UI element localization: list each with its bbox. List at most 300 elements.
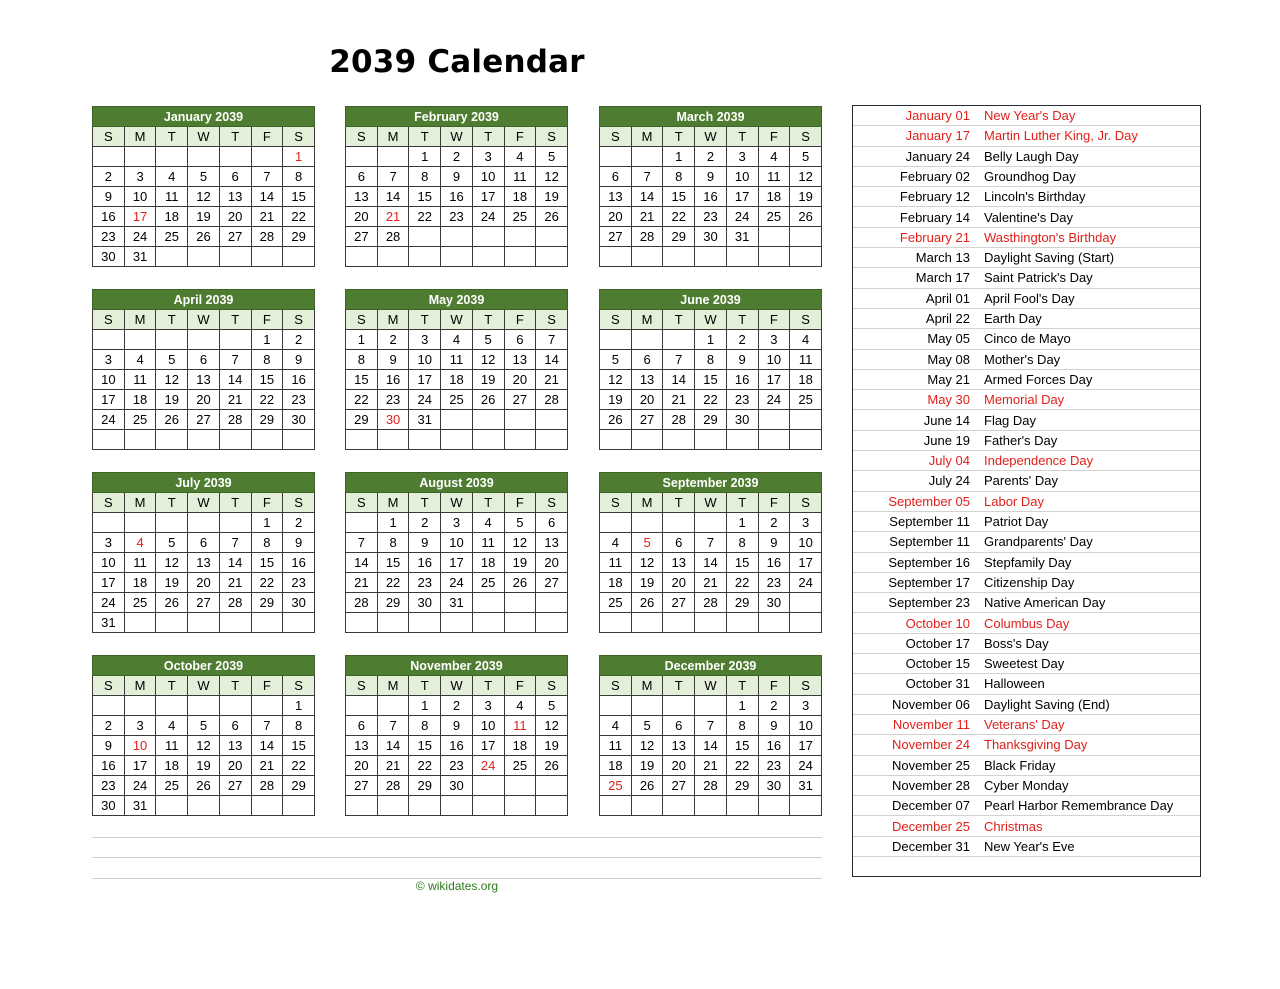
day-cell: 13 (663, 553, 695, 573)
day-cell: 27 (219, 227, 251, 247)
day-cell: 8 (409, 716, 441, 736)
day-cell: 1 (695, 330, 727, 350)
day-cell: 25 (441, 390, 473, 410)
day-cell: 9 (758, 533, 790, 553)
holiday-date: May 21 (853, 370, 970, 390)
day-cell: 7 (663, 350, 695, 370)
holiday-name: Saint Patrick's Day (970, 268, 1200, 288)
day-cell (93, 330, 125, 350)
week-row (346, 390, 568, 410)
day-cell: 22 (377, 573, 409, 593)
day-cell: 29 (346, 410, 378, 430)
holiday-name: Father's Day (970, 431, 1200, 451)
weekday-header: S (600, 127, 632, 147)
day-cell (251, 613, 283, 633)
day-cell: 10 (726, 167, 758, 187)
month-calendar (92, 472, 315, 633)
weekday-header: S (536, 310, 568, 330)
credit-link[interactable]: © wikidates.org (415, 879, 499, 893)
weekday-header: T (663, 493, 695, 513)
day-cell: 23 (409, 573, 441, 593)
day-cell: 10 (790, 533, 822, 553)
day-cell: 3 (472, 696, 504, 716)
day-cell: 20 (346, 207, 378, 227)
day-cell (600, 796, 632, 816)
holiday-name: Thanksgiving Day (970, 735, 1200, 755)
day-cell (124, 430, 156, 450)
weekday-header: S (790, 676, 822, 696)
day-cell: 23 (377, 390, 409, 410)
week-row (600, 187, 822, 207)
holiday-name: Labor Day (970, 492, 1200, 512)
day-cell: 18 (600, 573, 632, 593)
day-cell: 9 (283, 350, 315, 370)
holiday-name: Columbus Day (970, 614, 1200, 634)
week-row (600, 350, 822, 370)
day-cell: 12 (790, 167, 822, 187)
day-cell: 31 (93, 613, 125, 633)
day-cell: 6 (600, 167, 632, 187)
holiday-name: Parents' Day (970, 471, 1200, 491)
month-title: January 2039 (93, 107, 315, 127)
week-row (600, 533, 822, 553)
day-cell: 11 (504, 167, 536, 187)
day-cell (219, 430, 251, 450)
day-cell: 25 (156, 776, 188, 796)
holiday-name: Daylight Saving (Start) (970, 248, 1200, 268)
day-cell: 6 (188, 350, 220, 370)
day-cell: 18 (504, 187, 536, 207)
day-cell: 4 (472, 513, 504, 533)
day-cell: 14 (219, 370, 251, 390)
weekday-header: S (283, 127, 315, 147)
day-cell: 9 (93, 187, 125, 207)
day-cell (377, 796, 409, 816)
day-cell: 27 (663, 593, 695, 613)
holiday-row (853, 248, 1200, 268)
day-cell: 8 (695, 350, 727, 370)
day-cell: 17 (441, 553, 473, 573)
weekday-header: S (283, 493, 315, 513)
month-calendar (92, 106, 315, 267)
month-calendar (345, 655, 568, 816)
day-cell: 28 (251, 776, 283, 796)
week-row (600, 553, 822, 573)
day-cell: 18 (790, 370, 822, 390)
holiday-row (853, 329, 1200, 349)
day-cell (188, 696, 220, 716)
day-cell: 30 (93, 796, 125, 816)
day-cell: 15 (409, 187, 441, 207)
day-cell: 29 (409, 776, 441, 796)
day-cell: 1 (283, 696, 315, 716)
day-cell: 26 (472, 390, 504, 410)
day-cell: 9 (441, 167, 473, 187)
holiday-row (853, 492, 1200, 512)
day-cell (188, 430, 220, 450)
month-calendar (599, 472, 822, 633)
day-cell: 18 (504, 736, 536, 756)
holiday-date: February 14 (853, 208, 970, 228)
month-title: September 2039 (600, 473, 822, 493)
day-cell: 3 (93, 350, 125, 370)
holiday-name: Boss's Day (970, 634, 1200, 654)
day-cell: 17 (790, 736, 822, 756)
day-cell (600, 430, 632, 450)
day-cell (504, 410, 536, 430)
holiday-row (853, 593, 1200, 613)
day-cell: 27 (188, 593, 220, 613)
holiday-row (853, 796, 1200, 816)
day-cell: 1 (283, 147, 315, 167)
weekday-header: W (441, 127, 473, 147)
week-row (346, 796, 568, 816)
day-cell: 30 (695, 227, 727, 247)
day-cell: 19 (504, 553, 536, 573)
day-cell (409, 613, 441, 633)
day-cell (663, 247, 695, 267)
day-cell: 18 (124, 573, 156, 593)
day-cell: 23 (726, 390, 758, 410)
holiday-date: February 21 (853, 228, 970, 248)
day-cell: 19 (536, 187, 568, 207)
weekday-header: T (219, 127, 251, 147)
day-cell: 7 (219, 350, 251, 370)
day-cell (536, 613, 568, 633)
day-cell (695, 796, 727, 816)
holiday-name: Christmas (970, 817, 1200, 837)
day-cell (283, 430, 315, 450)
day-cell (726, 247, 758, 267)
day-cell: 11 (600, 736, 632, 756)
day-cell: 8 (283, 716, 315, 736)
day-cell: 24 (124, 776, 156, 796)
day-cell: 31 (441, 593, 473, 613)
weekday-header: T (409, 493, 441, 513)
weekday-header: F (758, 310, 790, 330)
day-cell: 6 (504, 330, 536, 350)
week-row (93, 696, 315, 716)
week-row (600, 330, 822, 350)
day-cell: 17 (472, 736, 504, 756)
day-cell (504, 430, 536, 450)
holiday-date: September 16 (853, 553, 970, 573)
day-cell (536, 410, 568, 430)
month-title: August 2039 (346, 473, 568, 493)
holiday-date: November 25 (853, 756, 970, 776)
week-row (600, 756, 822, 776)
day-cell: 1 (377, 513, 409, 533)
day-cell (409, 247, 441, 267)
day-cell: 14 (219, 553, 251, 573)
day-cell: 12 (631, 736, 663, 756)
day-cell: 20 (188, 573, 220, 593)
day-cell: 22 (251, 390, 283, 410)
day-cell (631, 696, 663, 716)
day-cell: 24 (758, 390, 790, 410)
day-cell: 17 (93, 390, 125, 410)
day-cell: 31 (790, 776, 822, 796)
week-row (346, 187, 568, 207)
day-cell: 15 (663, 187, 695, 207)
week-row (346, 776, 568, 796)
day-cell (188, 513, 220, 533)
day-cell (188, 796, 220, 816)
day-cell: 25 (504, 207, 536, 227)
week-row (346, 533, 568, 553)
day-cell: 16 (93, 756, 125, 776)
day-cell: 23 (695, 207, 727, 227)
day-cell: 7 (536, 330, 568, 350)
day-cell: 26 (600, 410, 632, 430)
day-cell: 14 (251, 187, 283, 207)
holiday-date: June 14 (853, 411, 970, 431)
day-cell (472, 430, 504, 450)
weekday-header: T (156, 676, 188, 696)
week-row (93, 410, 315, 430)
weekday-header: S (600, 676, 632, 696)
weekday-header: M (631, 310, 663, 330)
week-row (346, 247, 568, 267)
day-cell: 9 (695, 167, 727, 187)
day-cell: 21 (346, 573, 378, 593)
holiday-date: November 11 (853, 715, 970, 735)
day-cell: 6 (346, 167, 378, 187)
day-cell (156, 147, 188, 167)
day-cell: 7 (377, 167, 409, 187)
day-cell: 21 (695, 573, 727, 593)
holiday-date: October 31 (853, 674, 970, 694)
holiday-name: Grandparents' Day (970, 532, 1200, 552)
day-cell: 31 (726, 227, 758, 247)
day-cell: 10 (441, 533, 473, 553)
day-cell: 3 (441, 513, 473, 533)
holiday-name: Halloween (970, 674, 1200, 694)
day-cell (441, 247, 473, 267)
day-cell (504, 796, 536, 816)
day-cell: 6 (663, 533, 695, 553)
day-cell: 17 (124, 207, 156, 227)
day-cell (219, 247, 251, 267)
holiday-row (853, 187, 1200, 207)
day-cell (219, 796, 251, 816)
day-cell (663, 613, 695, 633)
month-calendar (599, 106, 822, 267)
day-cell: 24 (93, 410, 125, 430)
day-cell: 1 (409, 147, 441, 167)
holiday-row (853, 614, 1200, 634)
weekday-header: S (93, 127, 125, 147)
week-row (600, 227, 822, 247)
weekday-header: T (156, 310, 188, 330)
day-cell: 2 (93, 716, 125, 736)
day-cell: 4 (600, 533, 632, 553)
day-cell (472, 593, 504, 613)
day-cell (346, 513, 378, 533)
weekday-header: T (726, 493, 758, 513)
day-cell: 26 (156, 593, 188, 613)
weekday-header: W (441, 676, 473, 696)
week-row (346, 370, 568, 390)
day-cell (124, 513, 156, 533)
weekday-header: M (124, 127, 156, 147)
day-cell: 21 (219, 573, 251, 593)
day-cell: 24 (93, 593, 125, 613)
week-row (346, 573, 568, 593)
day-cell: 27 (504, 390, 536, 410)
day-cell: 26 (536, 756, 568, 776)
day-cell: 21 (536, 370, 568, 390)
day-cell (156, 696, 188, 716)
day-cell (251, 147, 283, 167)
day-cell: 4 (600, 716, 632, 736)
day-cell: 27 (663, 776, 695, 796)
holiday-date: June 19 (853, 431, 970, 451)
day-cell: 6 (188, 533, 220, 553)
holiday-name: Patriot Day (970, 512, 1200, 532)
day-cell: 16 (441, 736, 473, 756)
day-cell: 11 (472, 533, 504, 553)
day-cell: 14 (536, 350, 568, 370)
day-cell (536, 247, 568, 267)
day-cell: 18 (156, 207, 188, 227)
holiday-row (853, 208, 1200, 228)
day-cell (631, 513, 663, 533)
day-cell: 11 (441, 350, 473, 370)
day-cell: 22 (346, 390, 378, 410)
holiday-name: Groundhog Day (970, 167, 1200, 187)
week-row (346, 227, 568, 247)
day-cell (631, 330, 663, 350)
day-cell (790, 227, 822, 247)
day-cell (695, 513, 727, 533)
day-cell: 20 (346, 756, 378, 776)
day-cell: 3 (790, 696, 822, 716)
weekday-header: S (536, 493, 568, 513)
weekday-header: T (156, 493, 188, 513)
day-cell: 6 (631, 350, 663, 370)
day-cell: 29 (377, 593, 409, 613)
day-cell: 22 (663, 207, 695, 227)
day-cell (251, 796, 283, 816)
holiday-date: September 23 (853, 593, 970, 613)
month-calendar (345, 472, 568, 633)
week-row (93, 756, 315, 776)
holiday-name: Belly Laugh Day (970, 147, 1200, 167)
day-cell: 5 (790, 147, 822, 167)
day-cell: 4 (156, 716, 188, 736)
holiday-name: Cinco de Mayo (970, 329, 1200, 349)
day-cell (409, 796, 441, 816)
holiday-name: Stepfamily Day (970, 553, 1200, 573)
day-cell: 29 (251, 593, 283, 613)
day-cell: 19 (472, 370, 504, 390)
day-cell (631, 430, 663, 450)
day-cell (758, 796, 790, 816)
weekday-header: T (663, 676, 695, 696)
day-cell: 9 (441, 716, 473, 736)
week-row (93, 736, 315, 756)
day-cell: 7 (219, 533, 251, 553)
week-row (346, 330, 568, 350)
weekday-header: S (536, 127, 568, 147)
day-cell (346, 147, 378, 167)
month-calendar (599, 655, 822, 816)
day-cell: 26 (631, 593, 663, 613)
holiday-row (853, 471, 1200, 491)
weekday-header: W (695, 127, 727, 147)
day-cell (758, 247, 790, 267)
day-cell (726, 613, 758, 633)
day-cell: 4 (758, 147, 790, 167)
day-cell: 1 (251, 513, 283, 533)
day-cell (726, 796, 758, 816)
holiday-row (853, 126, 1200, 146)
week-row (93, 370, 315, 390)
week-row (346, 736, 568, 756)
day-cell (536, 796, 568, 816)
day-cell (726, 430, 758, 450)
week-row (600, 370, 822, 390)
day-cell (758, 613, 790, 633)
holiday-date: September 05 (853, 492, 970, 512)
day-cell (790, 410, 822, 430)
day-cell: 2 (695, 147, 727, 167)
weekday-header: T (409, 676, 441, 696)
day-cell: 23 (441, 756, 473, 776)
day-cell: 20 (219, 207, 251, 227)
holiday-row (853, 695, 1200, 715)
day-cell: 28 (695, 776, 727, 796)
holiday-name: New Year's Day (970, 106, 1200, 126)
week-row (346, 513, 568, 533)
weekday-header: T (219, 676, 251, 696)
weekday-header: M (631, 127, 663, 147)
holiday-date: November 06 (853, 695, 970, 715)
holiday-row (853, 573, 1200, 593)
day-cell: 14 (251, 736, 283, 756)
day-cell: 9 (377, 350, 409, 370)
day-cell: 26 (188, 227, 220, 247)
weekday-header: T (726, 127, 758, 147)
holiday-name: Native American Day (970, 593, 1200, 613)
holiday-date: September 11 (853, 532, 970, 552)
day-cell: 16 (93, 207, 125, 227)
day-cell: 16 (377, 370, 409, 390)
week-row (346, 756, 568, 776)
day-cell: 19 (188, 207, 220, 227)
day-cell (663, 696, 695, 716)
holiday-row (853, 553, 1200, 573)
day-cell (504, 247, 536, 267)
day-cell: 7 (631, 167, 663, 187)
day-cell: 30 (758, 776, 790, 796)
weekday-header: M (124, 493, 156, 513)
day-cell: 15 (283, 187, 315, 207)
day-cell: 6 (346, 716, 378, 736)
day-cell: 28 (663, 410, 695, 430)
day-cell: 19 (790, 187, 822, 207)
day-cell: 20 (631, 390, 663, 410)
holiday-name: April Fool's Day (970, 289, 1200, 309)
day-cell (663, 330, 695, 350)
day-cell: 22 (695, 390, 727, 410)
day-cell: 5 (156, 350, 188, 370)
week-row (346, 350, 568, 370)
day-cell: 23 (441, 207, 473, 227)
day-cell: 2 (283, 513, 315, 533)
day-cell: 11 (600, 553, 632, 573)
